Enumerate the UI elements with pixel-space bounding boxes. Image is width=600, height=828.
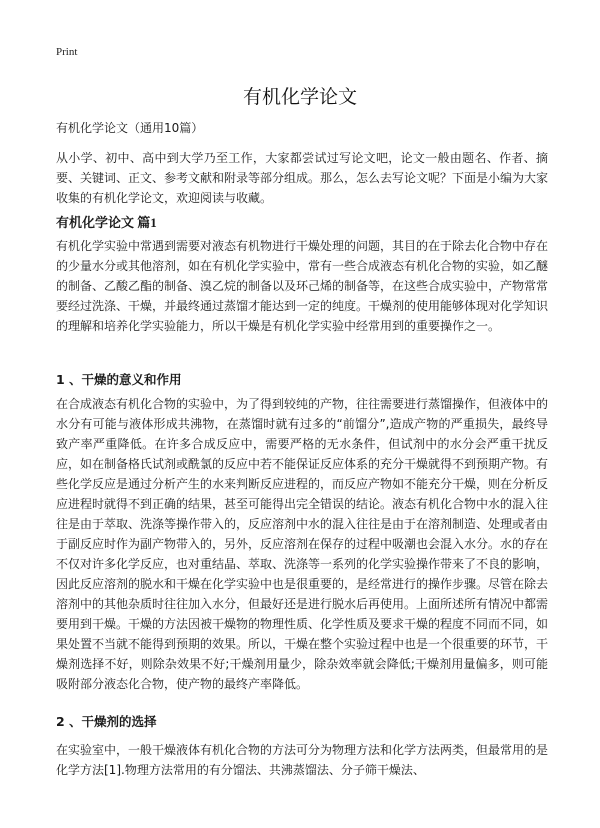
document-title: 有机化学论文 xyxy=(242,86,357,108)
body-paragraph-2: 在合成液态有机化合物的实验中，为了得到较纯的产物，往往需要进行蒸馏操作，但液体中的水分有可能与液体形成共沸物，在蒸馏时就有过多的“前馏分”,造成产物的严重损失，最终导致产率严重降低。在许多合成反应中，需要严格的无水条件，但试剂中的水分会严重干扰反应，如在制备格氏试剂或酰氯的反应中若不能保证反应体系的充分干燥就得不到预期产物。有些化学反应是通过分析产生的水来判断反应进程的，而反应产物如不能充分干燥，则在分析反应进程时就得不到正确的结果，甚至可能得出完全错误的结论。液态有机化合物中水的混入往往是由于萃取、洗涤等操作带入的，反应溶剂中水的混入往往是由于在溶剂制造、处理或者由于副反应时作为副产物带入的，另外，反应溶剂在保存的过程中吸潮也会混入水分。水的存在不仅对许多化学反应，也对重结晶、萃取、洗涤等一系列的化学实验操作带来了不良的影响，因此反应溶剂的脱水和干燥在化学实验中也是很重要的，是经常进行的操作步骤。尽管在除去溶剂中的其他杂质时往往加入水分，但最好还是进行脱水后再使用。上面所述所有情况中都需要用到干燥。干燥的方法因被干燥物的物理性质、化学性质及要求干燥的程度不同而不同，如果处置不当就不能得到预期的效果。所以，干燥在整个实验过程中也是一个很重要的环节，干燥剂选择不好，则除杂效果不好;干燥剂用量少，除杂效率就会降低;干燥剂用量偏多，则可能吸附部分液态化合物，使产物的最终产率降低。 xyxy=(56,397,549,691)
print-label: Print xyxy=(56,46,78,58)
intro-paragraph: 从小学、初中、高中到大学乃至工作，大家都尝试过写论文吧，论文一般由题名、作者、摘要、关键词、正文、参考文献和附录等部分组成。那么，怎么去写论文呢？下面是小编为大家收集的有机化学论文，欢迎阅读与收藏。 xyxy=(56,151,549,205)
section-heading-2: 2 、干燥剂的选择 xyxy=(56,714,157,729)
article-heading: 有机化学论文 篇1 xyxy=(56,215,157,230)
body-paragraph-1: 有机化学实验中常遇到需要对液态有机物进行干燥处理的问题，其目的在于除去化合物中存在的少量水分或其他溶剂，如在有机化学实验中，常有一些合成液态有机化合物的实验，如乙醚的制备、乙酸乙酯的制备、溴乙烷的制备以及环己烯的制备等，在这些合成实验中，产物常常要经过洗涤、干燥，并最终通过蒸馏才能达到一定的纯度。干燥剂的使用能够体现对化学知识的理解和培养化学实验能力，所以干燥是有机化学实验中经常用到的重要操作之一。 xyxy=(56,239,549,333)
section-heading-1: 1 、干燥的意义和作用 xyxy=(56,372,182,387)
body-paragraph-3: 在实验室中，一般干燥液体有机化合物的方法可分为物理方法和化学方法两类，但最常用的是化学方法[1].物理方法常用的有分馏法、共沸蒸馏法、分子筛干燥法、 xyxy=(56,743,549,777)
document-subtitle: 有机化学论文（通用10篇） xyxy=(56,121,204,135)
